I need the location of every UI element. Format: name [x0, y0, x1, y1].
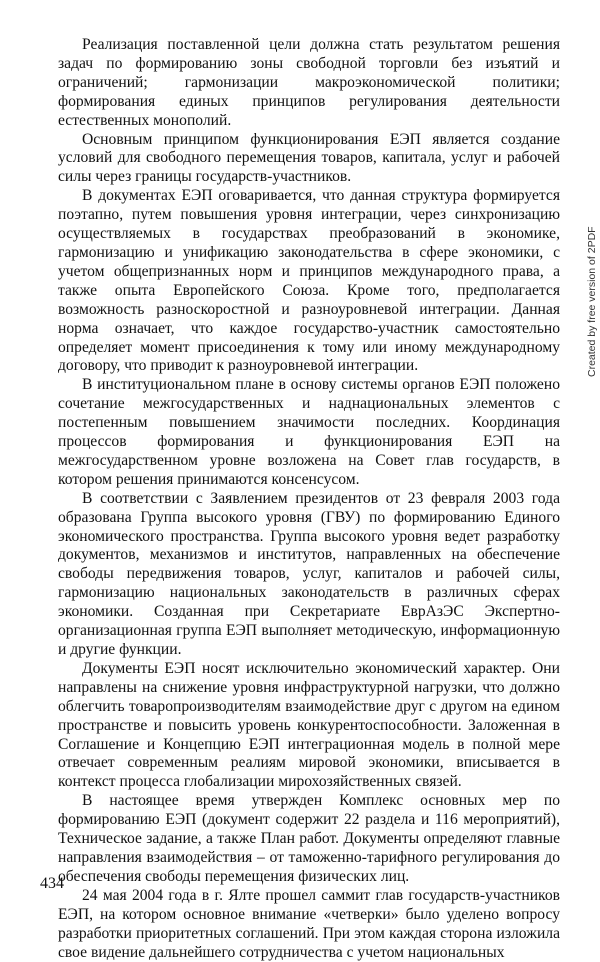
page-number: 434 [40, 875, 64, 892]
paragraph-measures: В настоящее время утвержден Комплекс основных мер по формированию ЕЭП (документ содержит 22 раздела и 116 мероприятий), Техническое задание, а также План работ. Документы определяют главные направления взаимодействия – от таможенно-тарифного регулирования до обеспечения свободы перемещения физических лиц. [58, 792, 560, 885]
paragraph-principle: Основным принципом функционирования ЕЭП является создание условий для свободного перемещения товаров, капитала, услуг и рабочей силы через границы государств-участников. [58, 130, 560, 186]
body-text [58, 36, 560, 962]
watermark-text: Created by free version of 2PDF [586, 226, 598, 377]
paragraph-high-level-group: В соответствии с Заявлением президентов от 23 февраля 2003 года образована Группа высокого уровня (ГВУ) по формированию Единого экономического пространства. Группа высокого уровня ведет разработку документов, механизмов и институтов, направленных на обеспечение свободы передвижения товаров, услуг, капиталов и рабочей силы, гармонизацию национальных законодательств в различных сферах экономики. Созданная при Секретариате ЕврАзЭС Экспертно-организационная группа ЕЭП выполняет методическую, информационную и другие функции. [58, 489, 560, 658]
paragraph-institutions: В институциональном плане в основу системы органов ЕЭП положено сочетание межгосударственных и наднациональных элементов с постепенным повышением значимости последних. Координация процессов формирования и функционирования ЕЭП на межгосударственном уровне возложена на Совет глав государств, в котором решения принимаются консенсусом. [58, 376, 560, 488]
paragraph-stages: В документах ЕЭП оговаривается, что данная структура формируется поэтапно, путем повышения уровня интеграции, через синхронизацию осуществляемых в государствах преобразований в экономике, гармонизацию и унификацию законодательства в сфере экономики, с учетом общепризнанных норм и принципов международного права, а также опыта Европейского Союза. Кроме того, предполагается возможность разноскоростной и разноуровневой интеграции. Данная норма означает, что каждое государство-участник самостоятельно определяет момент присоединения к тому или иному международному договору, что приводит к разноуровневой интеграции. [58, 187, 560, 375]
paragraph-documents: Документы ЕЭП носят исключительно экономический характер. Они направлены на снижение уровня инфраструктурной нагрузки, что должно облегчить товаропроизводителям взаимодействие друг с другом на едином пространстве и повысить уровень конкурентоспособности. Заложенная в Соглашение и Концепцию ЕЭП интеграционная модель в полной мере отвечает современным реалиям мировой экономики, вписывается в контекст процесса глобализации мирохозяйственных связей. [58, 659, 560, 791]
paragraph-summit: 24 мая 2004 года в г. Ялте прошел саммит глав государств-участников ЕЭП, на котором основное внимание «четверки» было уделено вопросу разработки приоритетных соглашений. При этом каждая сторона изложила свое видение дальнейшего сотрудничества с учетом национальных [58, 886, 560, 961]
paragraph-goals: Реализация поставленной цели должна стать результатом решения задач по формированию зоны свободной торговли без изъятий и ограничений; гармонизации макроэкономической политики; формирования единых принципов регулирования деятельности естественных монополий. [58, 36, 560, 129]
